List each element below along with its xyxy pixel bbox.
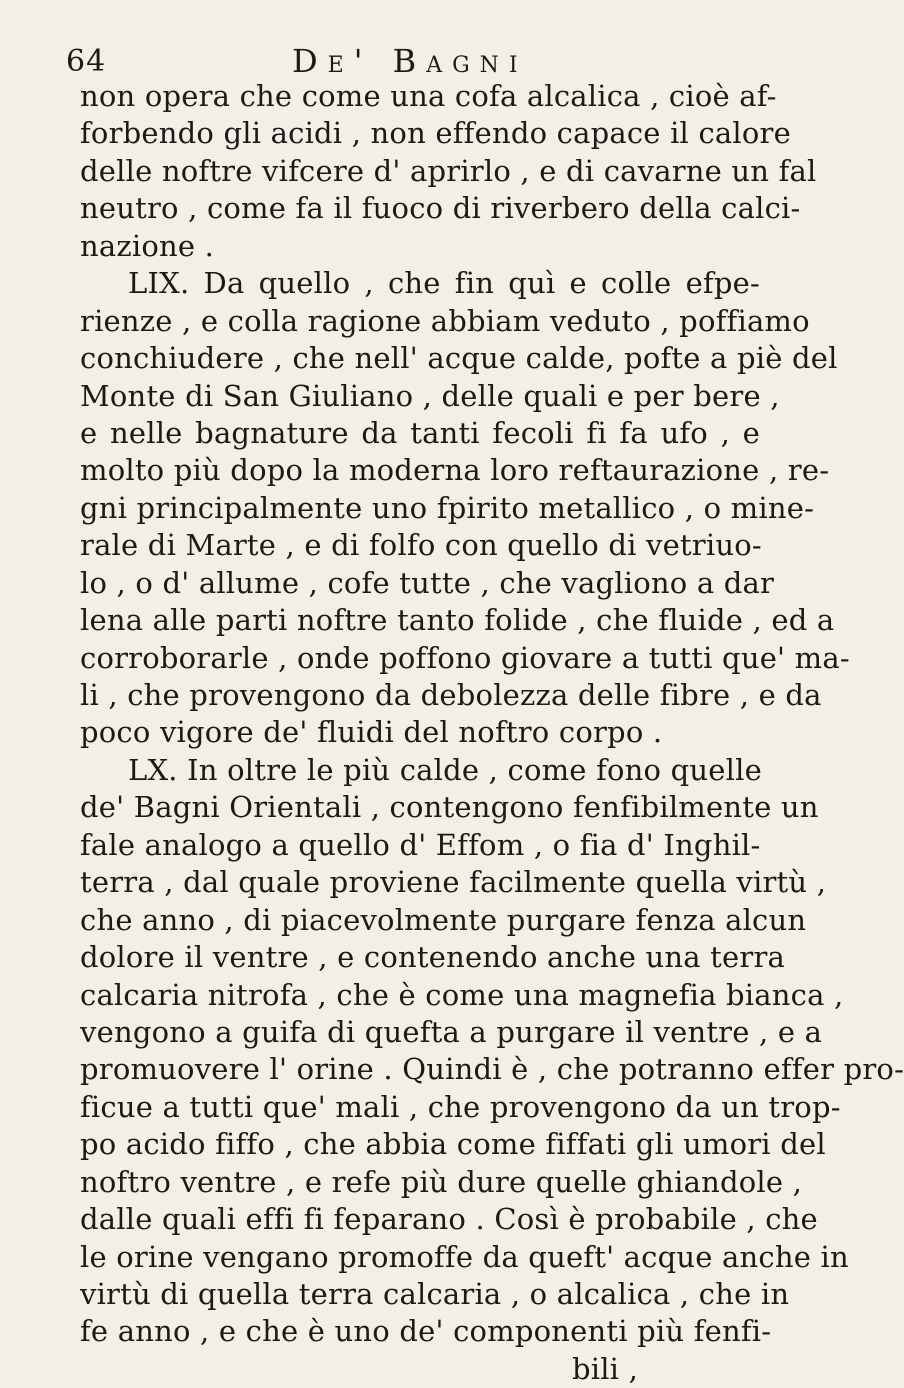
text-line: noftro ventre , e refe più dure quelle ghiandole , (80, 1164, 803, 1199)
text-line: forbendo gli acidi , non effendo capace il calore (80, 116, 791, 151)
text-line: delle noftre vifcere d' aprirlo , e di cavarne un fal (80, 153, 817, 188)
text-line: terra , dal quale proviene facilmente quella virtù , (80, 865, 827, 900)
text-line: rale di Marte , e di folfo con quello di vetriuo- (80, 528, 762, 563)
text-line: le orine vengano promoffe da queft' acque anche in (80, 1239, 849, 1274)
text-line: calcaria nitrofa , che è come una magnefia bianca , (80, 977, 844, 1012)
text-line: molto più dopo la moderna loro reftaurazione , re- (80, 453, 830, 488)
catchword-line: bili , (571, 1351, 638, 1386)
text-line: lo , o d' allume , cofe tutte , che vagliono a dar (80, 565, 775, 600)
text-line: gni principalmente uno fpirito metallico , o mine- (80, 490, 815, 525)
section-heading-line: LX. In oltre le più calde , come fono quelle (128, 752, 762, 787)
text-line: fale analogo a quello d' Effom , o fia d' Inghil- (80, 827, 761, 862)
text-line: e nelle bagnature da tanti fecoli fi fa ufo , e (80, 415, 760, 450)
text-line: nazione . (80, 228, 215, 263)
text-line: li , che provengono da debolezza delle fibre , e da (80, 678, 822, 712)
text-line: non opera che come una cofa alcalica , cioè af- (80, 79, 777, 113)
text-line: vengono a guifa di quefta a purgare il ventre , e a (80, 1014, 823, 1049)
text-line: ficue a tutti que' mali , che provengono da un trop- (80, 1089, 841, 1124)
text-line: Monte di San Giuliano , delle quali e per bere , (80, 378, 780, 413)
page-header (66, 40, 746, 80)
text-line: fe anno , e che è uno de' componenti più fenfi- (80, 1314, 772, 1349)
text-line: lena alle parti noftre tanto folide , che fluide , ed a (80, 603, 835, 638)
text-line: po acido fiffo , che abbia come fiffati gli umori del (80, 1127, 826, 1162)
body-text (80, 78, 904, 1388)
page-number: 64 (66, 44, 107, 79)
text-line: poco vigore de' fluidi del noftro corpo . (80, 715, 663, 750)
text-line: corroborarle , onde poffono giovare a tutti que' ma- (80, 640, 850, 675)
running-title: De' Bagni (292, 42, 528, 80)
section-heading-line: LIX. Da quello , che fin quì e colle efpe- (128, 266, 760, 301)
text-line: rienze , e colla ragione abbiam veduto , poffiamo (80, 303, 810, 338)
text-line: dalle quali effi fi feparano . Così è probabile , che (80, 1202, 818, 1237)
text-line: neutro , come fa il fuoco di riverbero della calci- (80, 191, 801, 226)
text-line: che anno , di piacevolmente purgare fenza alcun (80, 902, 807, 937)
text-line: conchiudere , che nell' acque calde, pofte a piè del (80, 341, 838, 376)
text-line: promuovere l' orine . Quindi è , che potranno effer pro- (80, 1052, 904, 1087)
text-line: virtù di quella terra calcaria , o alcalica , che in (80, 1277, 790, 1311)
text-line: dolore il ventre , e contenendo anche una terra (80, 940, 786, 975)
text-line: de' Bagni Orientali , contengono fenfibilmente un (80, 790, 819, 825)
